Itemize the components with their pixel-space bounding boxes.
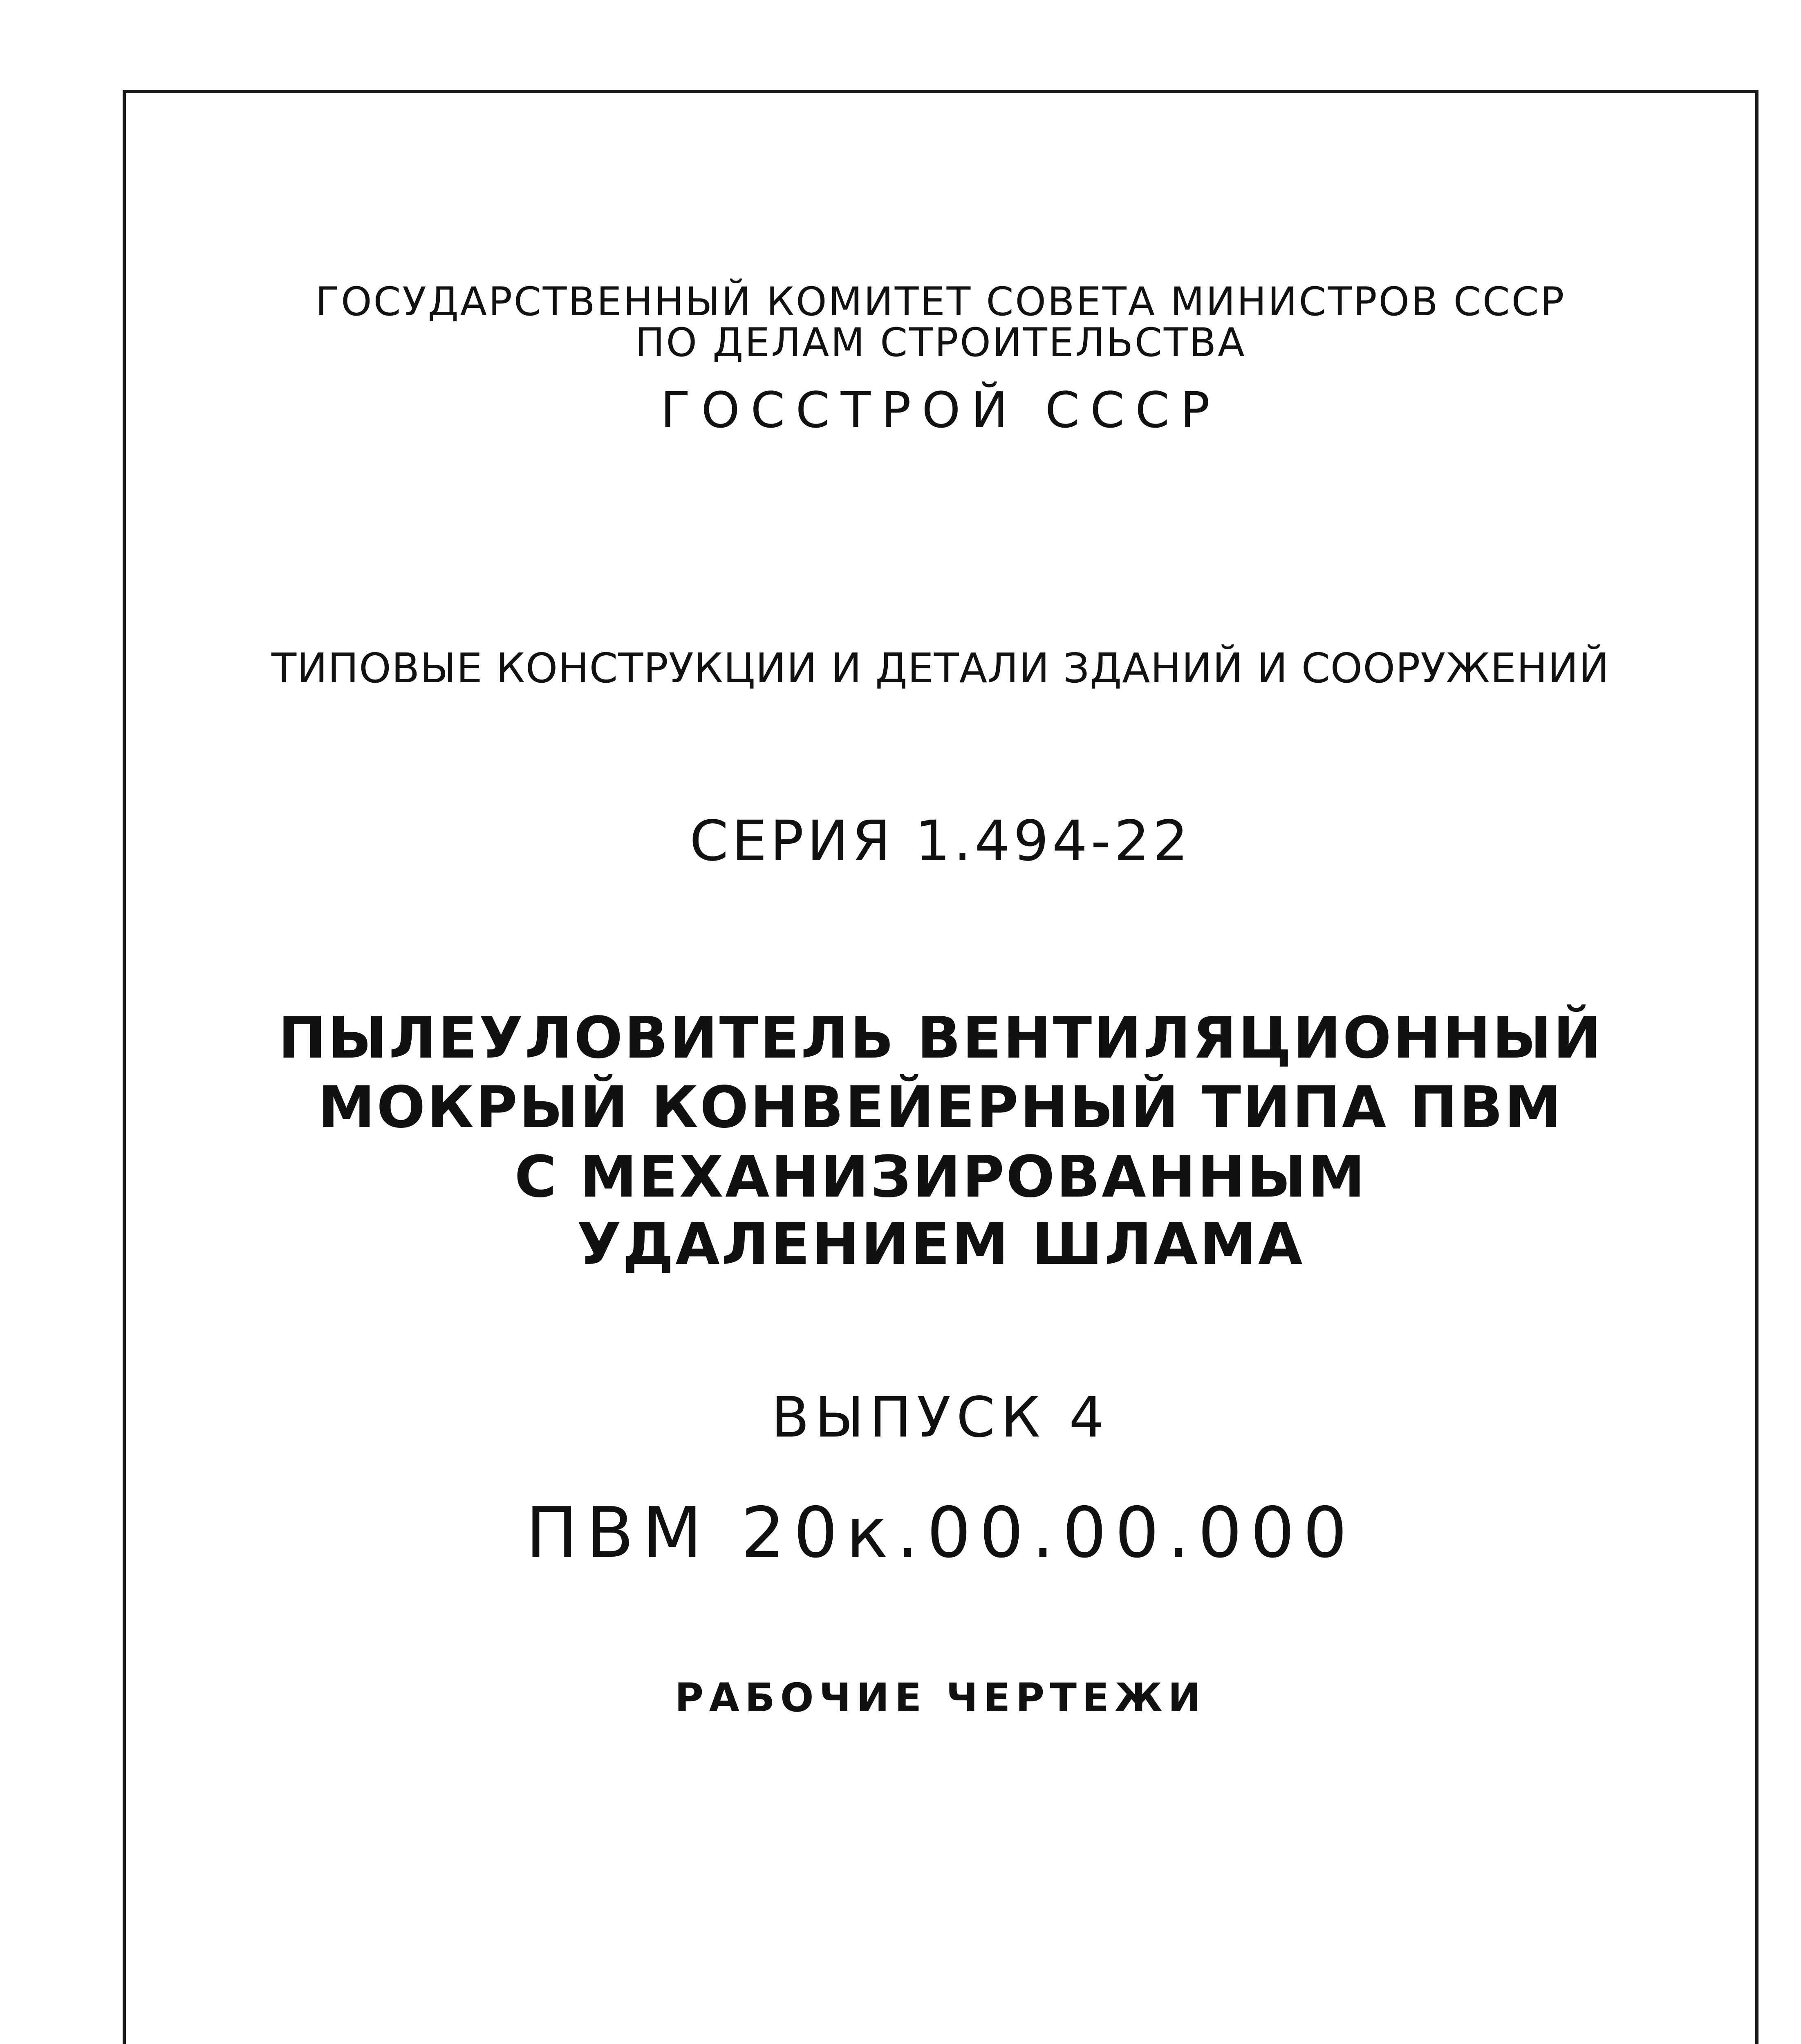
- document-title-line-2: МОКРЫЙ КОНВЕЙЕРНЫЙ ТИПА ПВМ: [318, 1074, 1564, 1141]
- issue-number: ВЫПУСК 4: [771, 1385, 1110, 1450]
- collection-title: ТИПОВЫЕ КОНСТРУКЦИИ И ДЕТАЛИ ЗДАНИЙ И СООРУЖЕНИЙ: [271, 644, 1610, 692]
- document-title-line-1: ПЫЛЕУЛОВИТЕЛЬ ВЕНТИЛЯЦИОННЫЙ: [278, 1005, 1603, 1071]
- document-title-line-4: УДАЛЕНИЕМ ШЛАМА: [577, 1211, 1304, 1278]
- designation-code: ПВМ 20к.00.00.000: [525, 1493, 1356, 1573]
- ministry-line-1: ГОСУДАРСТВЕННЫЙ КОМИТЕТ СОВЕТА МИНИСТРОВ СССР: [315, 279, 1566, 325]
- agency-name: ГОССТРОЙ СССР: [660, 382, 1221, 439]
- series-number: СЕРИЯ 1.494-22: [689, 809, 1192, 874]
- ministry-line-2: ПО ДЕЛАМ СТРОИТЕЛЬСТВА: [635, 320, 1246, 365]
- document-type: РАБОЧИЕ ЧЕРТЕЖИ: [674, 1675, 1207, 1721]
- document-title-line-3: С МЕХАНИЗИРОВАННЫМ: [514, 1144, 1367, 1210]
